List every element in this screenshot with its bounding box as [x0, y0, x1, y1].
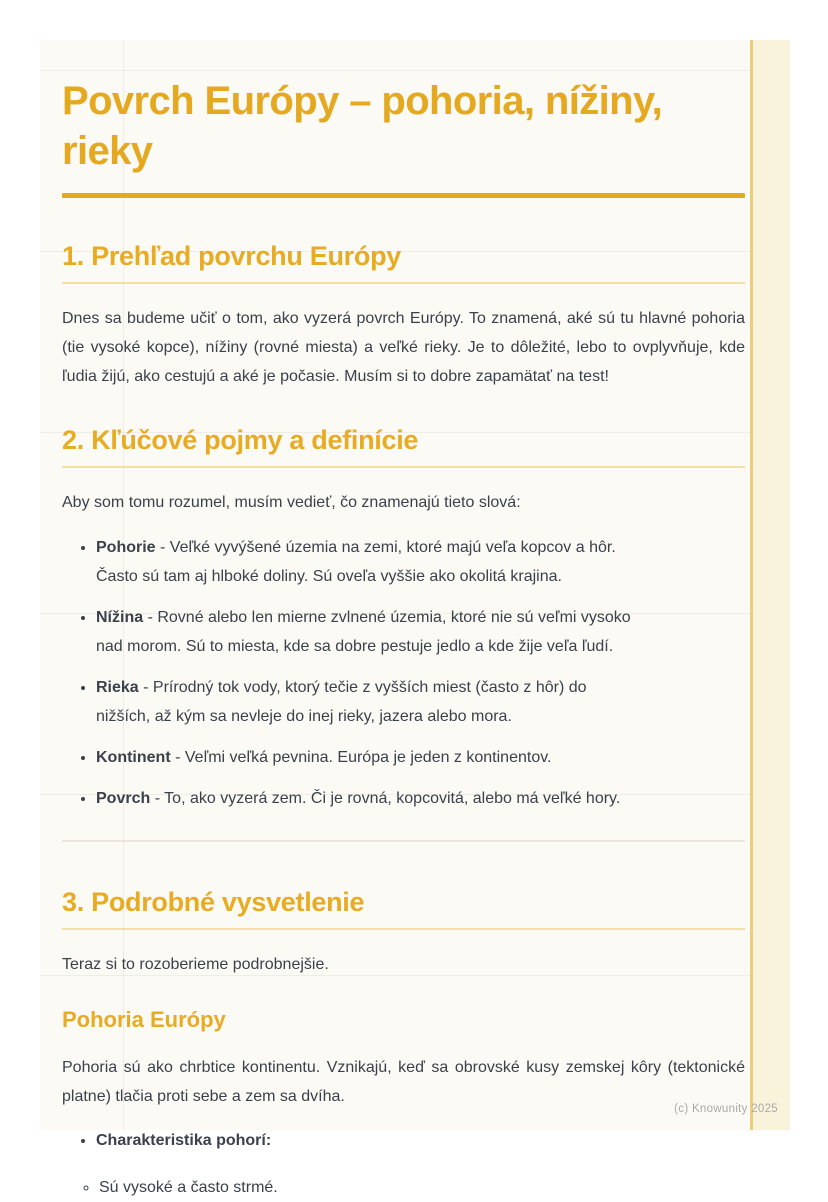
definition-list: [62, 533, 745, 813]
term-definition: - Veľké vyvýšené územia na zemi, ktoré majú veľa kopcov a hôr. Často sú tam aj hlboké doliny. Sú oveľa vyššie ako okolitá krajina.: [96, 539, 616, 585]
term-definition: - Rovné alebo len mierne zvlnené územia, ktoré nie sú veľmi vysoko nad morom. Sú to miesta, kde sa dobre pestuje jedlo a kde žije veľa ľudí.: [96, 609, 631, 655]
characteristics-sub-list-item: ◦ Sú vysoké a často strmé.: [99, 1173, 745, 1202]
section-3-heading: 3. Podrobné vysvetlenie: [62, 886, 745, 930]
section-key-terms: [62, 424, 745, 813]
document-title: Povrch Európy – pohoria, nížiny, rieky: [62, 79, 663, 173]
definition-item-pohorie: [96, 533, 641, 591]
page-edge-band: [750, 40, 790, 1130]
term-definition: - Prírodný tok vody, ktorý tečie z vyšších miest (často z hôr) do nižších, až kým sa nevleje do inej rieky, jazera alebo mora.: [96, 679, 587, 725]
section-1-paragraph: Dnes sa budeme učiť o tom, ako vyzerá povrch Európy. To znamená, aké sú tu hlavné pohoria (tie vysoké kopce), nížiny (rovné miesta) a veľké rieky. Je to dôležité, lebo to ovplyvňuje, kde ľudia žijú, ako cestujú a aké je počasie. Musím si to dobre zapamätať na test!: [62, 310, 745, 385]
section-2-intro: Aby som tomu rozumel, musím vedieť, čo znamenajú tieto slová:: [62, 494, 521, 511]
term-definition: - Veľmi veľká pevnina. Európa je jeden z kontinentov.: [170, 749, 552, 766]
definition-item-rieka: [96, 673, 641, 731]
knowunity-watermark: (c) Knowunity 2025: [674, 1103, 778, 1115]
term-label: Rieka: [96, 679, 139, 696]
document-content: [62, 40, 745, 1202]
document-sheet: [40, 40, 790, 1196]
term-definition: - To, ako vyzerá zem. Či je rovná, kopcovitá, alebo má veľké hory.: [150, 790, 621, 807]
term-label: Pohorie: [96, 539, 156, 556]
section-overview: [62, 240, 745, 391]
section-1-heading: 1. Prehľad povrchu Európy: [62, 240, 745, 284]
definition-item-povrch: [96, 784, 641, 813]
section-divider: [62, 840, 745, 842]
characteristics-list-item: • Charakteristika pohorí:: [96, 1126, 745, 1155]
section-detailed-explanation: [62, 886, 745, 1202]
definition-item-kontinent: [96, 743, 641, 772]
characteristics-list: [62, 1126, 745, 1155]
section-2-heading: 2. Kľúčové pojmy a definície: [62, 424, 745, 468]
characteristics-sub-list: [62, 1173, 745, 1202]
title-rule: [62, 193, 745, 198]
section-3-intro: Teraz si to rozoberieme podrobnejšie.: [62, 956, 329, 973]
term-label: Povrch: [96, 790, 151, 807]
term-label: Nížina: [96, 609, 144, 626]
subheading-pohoria-europy: Pohoria Európy: [62, 1007, 226, 1032]
term-label: Kontinent: [96, 749, 171, 766]
definition-item-nizina: [96, 603, 641, 661]
section-3-paragraph: Pohoria sú ako chrbtice kontinentu. Vznikajú, keď sa obrovské kusy zemskej kôry (tektonické platne) tlačia proti sebe a zem sa dvíha.: [62, 1059, 745, 1105]
